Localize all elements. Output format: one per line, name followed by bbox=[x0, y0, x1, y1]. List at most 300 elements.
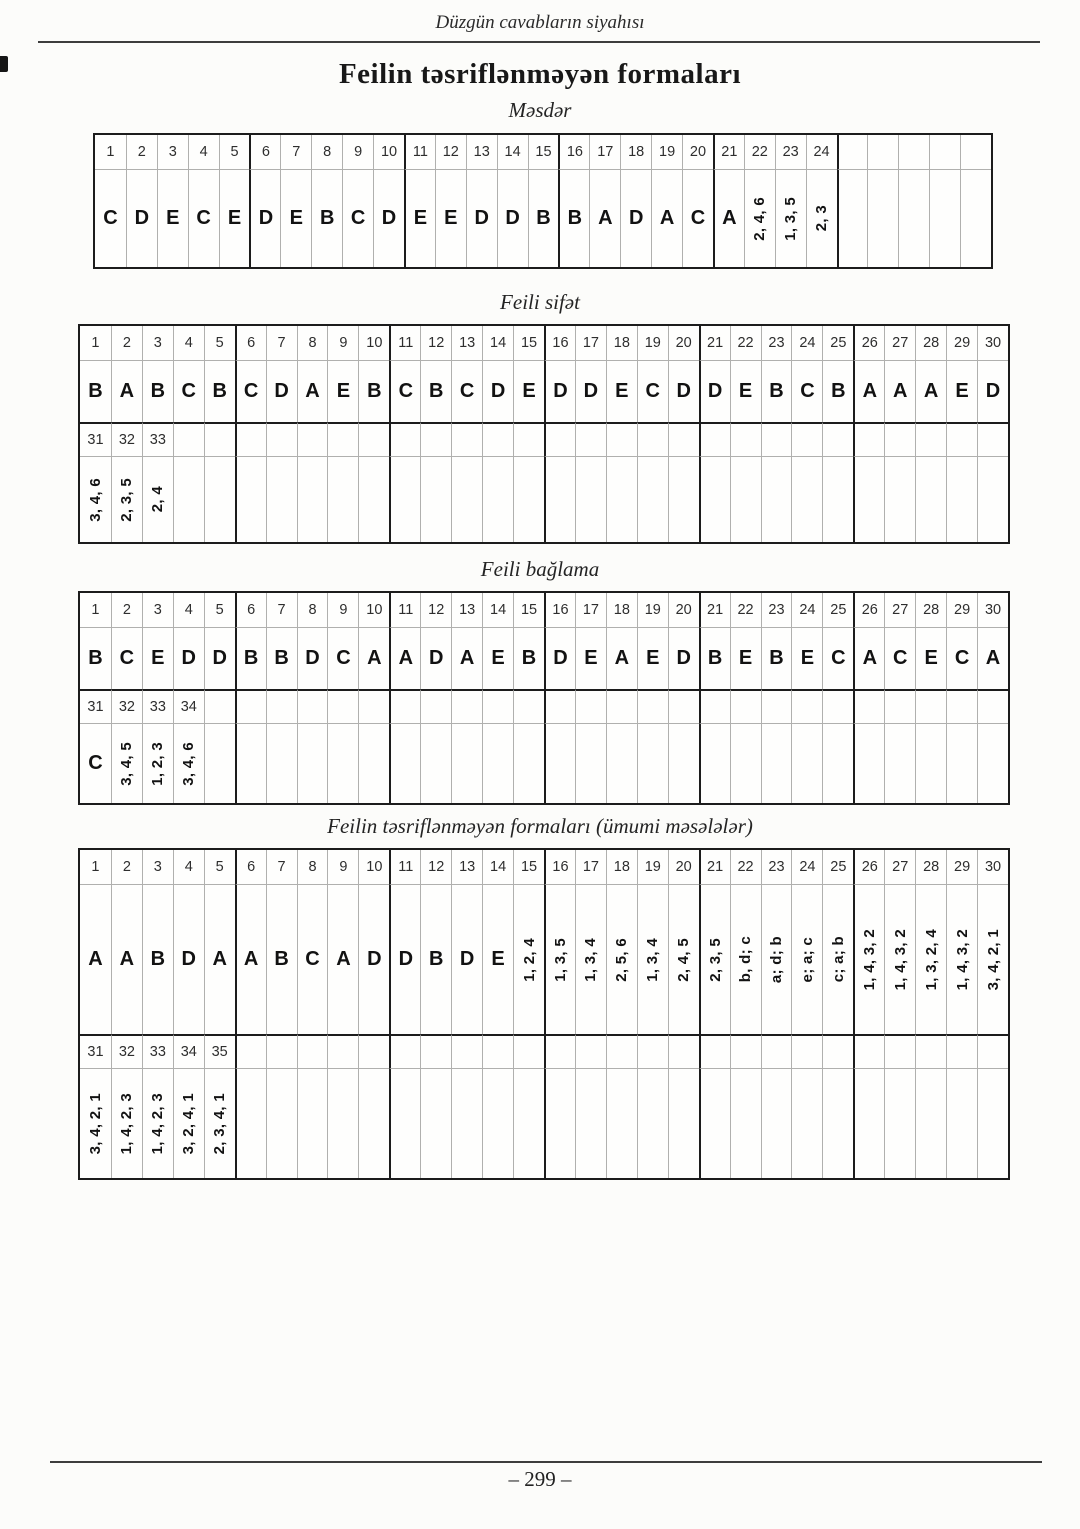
answer-cell bbox=[235, 456, 266, 542]
answer-cell bbox=[946, 723, 977, 803]
question-number: 29 bbox=[946, 326, 977, 360]
answer-cell: E bbox=[637, 627, 668, 689]
answer-cell: A bbox=[111, 884, 142, 1034]
rotated-answer-text: 2, 3, 5 bbox=[118, 477, 136, 522]
question-number: 5 bbox=[219, 135, 250, 169]
answer-cell bbox=[946, 456, 977, 542]
answer-cell bbox=[791, 1068, 822, 1178]
question-number bbox=[822, 422, 853, 456]
answer-cell bbox=[297, 723, 328, 803]
question-number bbox=[297, 689, 328, 723]
question-number: 23 bbox=[761, 850, 792, 884]
question-number: 27 bbox=[884, 326, 915, 360]
question-number bbox=[668, 689, 699, 723]
rotated-answer-text: 2, 3, 4, 1 bbox=[211, 1092, 229, 1155]
answer-cell: D bbox=[620, 169, 651, 267]
answer-cell bbox=[204, 1068, 235, 1178]
question-number: 12 bbox=[420, 326, 451, 360]
answer-cell: D bbox=[497, 169, 528, 267]
question-number: 5 bbox=[204, 326, 235, 360]
answer-cell: C bbox=[297, 884, 328, 1034]
answer-cell: D bbox=[668, 360, 699, 422]
question-number: 15 bbox=[513, 850, 544, 884]
rotated-answer-text: 2, 4, 6 bbox=[751, 196, 769, 241]
question-number: 26 bbox=[853, 326, 884, 360]
table-title-masdar: Məsdər bbox=[508, 98, 572, 122]
question-number: 7 bbox=[280, 135, 311, 169]
answer-cell bbox=[327, 723, 358, 803]
question-number: 2 bbox=[126, 135, 157, 169]
question-number: 18 bbox=[606, 593, 637, 627]
question-number bbox=[544, 1034, 575, 1068]
question-number: 33 bbox=[142, 422, 173, 456]
question-number: 24 bbox=[791, 850, 822, 884]
rotated-answer-text: 1, 3, 4 bbox=[644, 937, 662, 982]
question-number bbox=[853, 422, 884, 456]
question-number: 6 bbox=[235, 326, 266, 360]
answer-cell bbox=[637, 1068, 668, 1178]
question-number bbox=[513, 1034, 544, 1068]
answer-cell: B bbox=[420, 884, 451, 1034]
answer-cell bbox=[915, 1068, 946, 1178]
question-number: 3 bbox=[142, 850, 173, 884]
question-number bbox=[327, 1034, 358, 1068]
question-number: 16 bbox=[544, 850, 575, 884]
answer-cell bbox=[358, 723, 389, 803]
question-number: 17 bbox=[575, 850, 606, 884]
answer-table-feili-sifat bbox=[78, 324, 1010, 544]
answer-cell: A bbox=[327, 884, 358, 1034]
answer-cell: C bbox=[822, 627, 853, 689]
answer-cell bbox=[853, 884, 884, 1034]
answer-cell: E bbox=[575, 627, 606, 689]
question-number: 27 bbox=[884, 850, 915, 884]
answer-cell: A bbox=[651, 169, 682, 267]
answer-cell: A bbox=[884, 360, 915, 422]
rotated-answer-text: 1, 3, 2, 4 bbox=[922, 928, 940, 991]
answer-cell bbox=[575, 1068, 606, 1178]
question-number: 29 bbox=[946, 593, 977, 627]
question-number: 19 bbox=[651, 135, 682, 169]
rotated-answer-text: a; d; b bbox=[767, 935, 785, 984]
question-number bbox=[668, 1034, 699, 1068]
question-number bbox=[884, 422, 915, 456]
answer-cell bbox=[977, 884, 1008, 1034]
question-number bbox=[451, 1034, 482, 1068]
answer-cell bbox=[575, 723, 606, 803]
answer-cell: E bbox=[482, 884, 513, 1034]
scan-artifact bbox=[0, 56, 8, 72]
question-number: 19 bbox=[637, 593, 668, 627]
question-number: 15 bbox=[513, 326, 544, 360]
question-number: 9 bbox=[327, 593, 358, 627]
question-number bbox=[853, 1034, 884, 1068]
answer-cell bbox=[637, 884, 668, 1034]
question-number: 5 bbox=[204, 593, 235, 627]
rotated-answer-text: 1, 4, 2, 3 bbox=[149, 1092, 167, 1155]
question-number bbox=[637, 1034, 668, 1068]
question-number bbox=[266, 1034, 297, 1068]
question-number bbox=[822, 689, 853, 723]
answer-cell: B bbox=[761, 627, 792, 689]
question-number: 9 bbox=[342, 135, 373, 169]
question-number bbox=[837, 135, 868, 169]
question-number: 26 bbox=[853, 850, 884, 884]
question-number bbox=[358, 422, 389, 456]
question-number: 34 bbox=[173, 1034, 204, 1068]
question-number bbox=[451, 422, 482, 456]
answer-cell bbox=[853, 723, 884, 803]
answer-cell bbox=[668, 723, 699, 803]
rotated-answer-text: 2, 4, 5 bbox=[675, 937, 693, 982]
question-number: 28 bbox=[915, 593, 946, 627]
answer-cell bbox=[142, 456, 173, 542]
answer-cell: D bbox=[173, 884, 204, 1034]
question-number: 18 bbox=[606, 850, 637, 884]
question-number bbox=[266, 422, 297, 456]
rotated-answer-text: 1, 3, 5 bbox=[782, 196, 800, 241]
question-number: 10 bbox=[358, 593, 389, 627]
question-number: 7 bbox=[266, 593, 297, 627]
answer-cell bbox=[111, 456, 142, 542]
question-number: 8 bbox=[297, 326, 328, 360]
question-number bbox=[853, 689, 884, 723]
question-number: 3 bbox=[142, 326, 173, 360]
answer-table-masdar bbox=[93, 133, 993, 269]
question-number: 8 bbox=[297, 850, 328, 884]
question-number: 30 bbox=[977, 593, 1008, 627]
answer-cell bbox=[389, 456, 420, 542]
answer-cell bbox=[946, 884, 977, 1034]
question-number bbox=[204, 422, 235, 456]
answer-cell bbox=[699, 1068, 730, 1178]
question-number bbox=[761, 689, 792, 723]
question-number: 4 bbox=[173, 850, 204, 884]
answer-cell: D bbox=[204, 627, 235, 689]
rotated-answer-text: 1, 4, 2, 3 bbox=[118, 1092, 136, 1155]
question-number: 29 bbox=[946, 850, 977, 884]
answer-cell bbox=[297, 456, 328, 542]
question-number: 31 bbox=[80, 422, 111, 456]
answer-cell: B bbox=[358, 360, 389, 422]
question-number bbox=[420, 689, 451, 723]
answer-cell: B bbox=[204, 360, 235, 422]
question-number: 32 bbox=[111, 422, 142, 456]
answer-cell bbox=[266, 723, 297, 803]
rotated-answer-text: 2, 3, 5 bbox=[706, 937, 724, 982]
question-number bbox=[637, 689, 668, 723]
question-number: 21 bbox=[713, 135, 744, 169]
question-number bbox=[730, 1034, 761, 1068]
answer-cell: A bbox=[80, 884, 111, 1034]
question-number bbox=[898, 135, 929, 169]
question-number bbox=[946, 1034, 977, 1068]
question-number bbox=[946, 689, 977, 723]
answer-cell bbox=[915, 884, 946, 1034]
answer-cell bbox=[761, 723, 792, 803]
question-number bbox=[699, 689, 730, 723]
answer-cell: B bbox=[142, 360, 173, 422]
question-number: 10 bbox=[373, 135, 404, 169]
answer-cell bbox=[142, 723, 173, 803]
question-number bbox=[575, 1034, 606, 1068]
question-number bbox=[915, 422, 946, 456]
question-number: 11 bbox=[389, 326, 420, 360]
question-number bbox=[327, 422, 358, 456]
question-number: 25 bbox=[822, 326, 853, 360]
question-number: 3 bbox=[142, 593, 173, 627]
answer-cell: D bbox=[466, 169, 497, 267]
rotated-answer-text: 1, 3, 4 bbox=[582, 937, 600, 982]
answer-cell bbox=[761, 1068, 792, 1178]
question-number: 22 bbox=[730, 850, 761, 884]
question-number bbox=[235, 422, 266, 456]
question-number bbox=[699, 1034, 730, 1068]
question-number: 12 bbox=[420, 850, 451, 884]
answer-cell: D bbox=[482, 360, 513, 422]
answer-cell: E bbox=[606, 360, 637, 422]
answer-cell bbox=[204, 456, 235, 542]
answer-cell: C bbox=[451, 360, 482, 422]
answer-cell bbox=[668, 456, 699, 542]
answer-cell: B bbox=[528, 169, 559, 267]
answer-cell bbox=[204, 723, 235, 803]
answer-cell: A bbox=[235, 884, 266, 1034]
answer-cell bbox=[822, 884, 853, 1034]
answer-cell bbox=[482, 723, 513, 803]
answer-cell bbox=[606, 456, 637, 542]
answer-cell bbox=[699, 456, 730, 542]
answer-cell: C bbox=[327, 627, 358, 689]
answer-table-umumi bbox=[78, 848, 1010, 1180]
question-number: 19 bbox=[637, 326, 668, 360]
question-number bbox=[358, 1034, 389, 1068]
answer-cell: E bbox=[915, 627, 946, 689]
question-number bbox=[946, 422, 977, 456]
question-number bbox=[791, 1034, 822, 1068]
answer-cell bbox=[389, 1068, 420, 1178]
question-number bbox=[358, 689, 389, 723]
header-rule bbox=[38, 41, 1040, 43]
answer-cell bbox=[668, 1068, 699, 1178]
answer-cell bbox=[730, 884, 761, 1034]
answer-cell: C bbox=[682, 169, 713, 267]
answer-cell: B bbox=[699, 627, 730, 689]
question-number: 17 bbox=[575, 593, 606, 627]
question-number: 34 bbox=[173, 689, 204, 723]
answer-cell: A bbox=[606, 627, 637, 689]
answer-cell bbox=[637, 456, 668, 542]
rotated-answer-text: e; a; c bbox=[798, 936, 816, 983]
question-number: 30 bbox=[977, 326, 1008, 360]
question-number: 15 bbox=[528, 135, 559, 169]
answer-cell: D bbox=[699, 360, 730, 422]
question-number: 32 bbox=[111, 1034, 142, 1068]
answer-cell: E bbox=[280, 169, 311, 267]
answer-cell: E bbox=[142, 627, 173, 689]
answer-cell: C bbox=[188, 169, 219, 267]
question-number: 21 bbox=[699, 593, 730, 627]
question-number: 33 bbox=[142, 689, 173, 723]
answer-cell: B bbox=[80, 627, 111, 689]
question-number bbox=[929, 135, 960, 169]
answer-cell bbox=[420, 456, 451, 542]
answer-cell bbox=[884, 456, 915, 542]
answer-cell: B bbox=[761, 360, 792, 422]
answer-cell: C bbox=[946, 627, 977, 689]
answer-cell bbox=[884, 723, 915, 803]
answer-cell bbox=[761, 884, 792, 1034]
question-number: 9 bbox=[327, 326, 358, 360]
answer-cell: B bbox=[420, 360, 451, 422]
answer-cell: E bbox=[513, 360, 544, 422]
answer-cell: E bbox=[730, 627, 761, 689]
question-number: 12 bbox=[420, 593, 451, 627]
answer-cell: D bbox=[420, 627, 451, 689]
question-number: 23 bbox=[761, 593, 792, 627]
question-number bbox=[637, 422, 668, 456]
answer-cell bbox=[915, 723, 946, 803]
question-number bbox=[544, 422, 575, 456]
question-number bbox=[668, 422, 699, 456]
answer-cell: B bbox=[266, 884, 297, 1034]
answer-cell: A bbox=[915, 360, 946, 422]
answer-cell bbox=[837, 169, 868, 267]
question-number: 2 bbox=[111, 593, 142, 627]
answer-cell bbox=[513, 884, 544, 1034]
rotated-answer-text: 3, 4, 2, 1 bbox=[86, 1092, 104, 1155]
answer-cell bbox=[544, 884, 575, 1034]
question-number: 13 bbox=[451, 593, 482, 627]
question-number: 8 bbox=[297, 593, 328, 627]
answer-cell bbox=[451, 456, 482, 542]
answer-cell bbox=[327, 1068, 358, 1178]
rotated-answer-text: 1, 2, 4 bbox=[520, 937, 538, 982]
question-number: 4 bbox=[173, 326, 204, 360]
question-number: 13 bbox=[466, 135, 497, 169]
question-number: 1 bbox=[91, 859, 100, 875]
answer-cell bbox=[977, 456, 1008, 542]
answer-cell bbox=[420, 723, 451, 803]
table-title-feili-baglama: Feili bağlama bbox=[480, 557, 600, 581]
question-number bbox=[791, 422, 822, 456]
question-number: 31 bbox=[80, 689, 111, 723]
question-number: 9 bbox=[327, 850, 358, 884]
question-number bbox=[822, 1034, 853, 1068]
question-number bbox=[761, 1034, 792, 1068]
question-number: 24 bbox=[791, 326, 822, 360]
answer-cell bbox=[915, 456, 946, 542]
answer-cell bbox=[791, 456, 822, 542]
answer-cell: A bbox=[853, 627, 884, 689]
answer-cell bbox=[235, 723, 266, 803]
question-number: 26 bbox=[853, 593, 884, 627]
question-number bbox=[235, 689, 266, 723]
answer-cell bbox=[451, 723, 482, 803]
question-number bbox=[960, 135, 991, 169]
question-number: 25 bbox=[822, 850, 853, 884]
answer-cell bbox=[358, 456, 389, 542]
answer-cell bbox=[960, 169, 991, 267]
answer-cell bbox=[730, 456, 761, 542]
question-number: 23 bbox=[775, 135, 806, 169]
answer-cell bbox=[806, 169, 837, 267]
question-number: 28 bbox=[915, 326, 946, 360]
question-number bbox=[389, 689, 420, 723]
answer-cell bbox=[513, 723, 544, 803]
question-number bbox=[173, 422, 204, 456]
answer-cell bbox=[884, 884, 915, 1034]
page-number: – 299 – bbox=[508, 1467, 572, 1491]
question-number: 21 bbox=[699, 850, 730, 884]
question-number: 19 bbox=[637, 850, 668, 884]
answer-cell bbox=[791, 723, 822, 803]
question-number: 35 bbox=[204, 1034, 235, 1068]
question-number: 10 bbox=[358, 850, 389, 884]
question-number: 16 bbox=[544, 593, 575, 627]
answer-cell: B bbox=[266, 627, 297, 689]
answer-cell: C bbox=[173, 360, 204, 422]
question-number: 17 bbox=[589, 135, 620, 169]
answer-cell bbox=[80, 456, 111, 542]
question-number: 31 bbox=[80, 1034, 111, 1068]
answer-cell: A bbox=[389, 627, 420, 689]
answer-cell bbox=[699, 723, 730, 803]
question-number: 11 bbox=[389, 593, 420, 627]
question-number: 27 bbox=[884, 593, 915, 627]
footer-rule bbox=[50, 1461, 1042, 1463]
answer-cell: D bbox=[575, 360, 606, 422]
question-number: 32 bbox=[111, 689, 142, 723]
answer-cell bbox=[730, 723, 761, 803]
question-number bbox=[884, 689, 915, 723]
answer-cell: C bbox=[389, 360, 420, 422]
question-number: 2 bbox=[111, 850, 142, 884]
question-number: 14 bbox=[482, 593, 513, 627]
answer-cell bbox=[111, 1068, 142, 1178]
answer-cell: E bbox=[482, 627, 513, 689]
question-number: 1 bbox=[91, 335, 100, 351]
rotated-answer-text: 1, 2, 3 bbox=[149, 741, 167, 786]
answer-cell: D bbox=[668, 627, 699, 689]
question-number bbox=[761, 422, 792, 456]
question-number: 13 bbox=[451, 850, 482, 884]
question-number bbox=[204, 689, 235, 723]
answer-cell bbox=[173, 723, 204, 803]
question-number: 8 bbox=[311, 135, 342, 169]
question-number: 20 bbox=[668, 326, 699, 360]
answer-cell bbox=[606, 1068, 637, 1178]
question-number bbox=[513, 689, 544, 723]
answer-cell: D bbox=[544, 360, 575, 422]
question-number bbox=[420, 422, 451, 456]
question-number: 22 bbox=[744, 135, 775, 169]
answer-cell: B bbox=[80, 360, 111, 422]
question-number bbox=[730, 422, 761, 456]
question-number: 6 bbox=[235, 593, 266, 627]
question-number bbox=[606, 422, 637, 456]
question-number: 16 bbox=[558, 135, 589, 169]
answer-cell bbox=[853, 456, 884, 542]
answer-cell bbox=[791, 884, 822, 1034]
rotated-answer-text: 1, 3, 5 bbox=[551, 937, 569, 982]
rotated-answer-text: 2, 4 bbox=[149, 486, 167, 513]
answer-cell: D bbox=[544, 627, 575, 689]
question-number: 4 bbox=[173, 593, 204, 627]
answer-cell: E bbox=[791, 627, 822, 689]
answer-cell bbox=[482, 456, 513, 542]
table-title-feili-sifat: Feili sifət bbox=[500, 290, 580, 314]
